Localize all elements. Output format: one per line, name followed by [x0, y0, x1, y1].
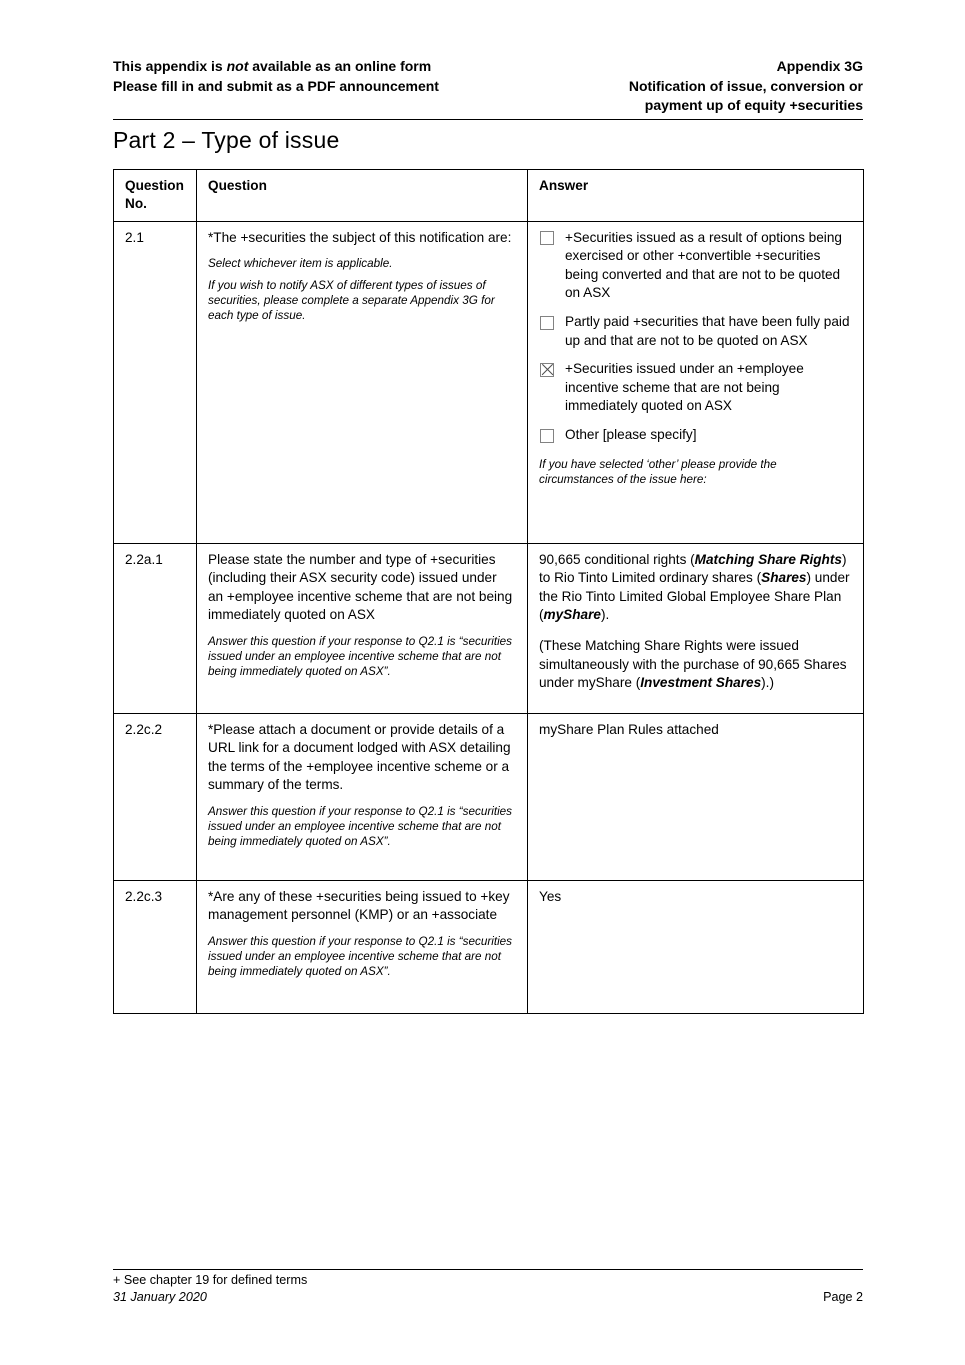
- checkbox-icon[interactable]: [540, 231, 554, 245]
- footer-notes: [113, 1272, 307, 1305]
- footer-defined-terms: + See chapter 19 for defined terms: [113, 1273, 308, 1287]
- question-cell: [197, 713, 528, 880]
- appendix-number: Appendix 3G: [776, 58, 863, 74]
- question-text: *The +securities the subject of this notification are:: [208, 229, 512, 245]
- answer-text: Yes: [539, 888, 562, 904]
- table-row-2-2a-1: [114, 543, 864, 713]
- table-row-2-2c-2: [114, 713, 864, 880]
- question-no-cell: 2.2a.1: [114, 543, 197, 713]
- checkbox-option-converted-securities[interactable]: [539, 229, 851, 303]
- col-header-answer: Answer: [528, 169, 864, 221]
- checkbox-option-employee-incentive-scheme[interactable]: [539, 360, 851, 416]
- question-guidance-note: Select whichever item is applicable.: [208, 257, 393, 271]
- page-footer: [113, 1269, 863, 1305]
- appendix-title-line2: payment up of equity +securities: [644, 97, 863, 113]
- checkbox-checked-icon[interactable]: [540, 363, 554, 377]
- answer-cell: [528, 543, 864, 713]
- header-divider: [113, 119, 863, 120]
- question-no-cell: 2.2c.3: [114, 880, 197, 1013]
- checkbox-label: +Securities issued as a result of options being exercised or other +convertible +securities being converted and that are not to be quoted on ASX: [565, 229, 842, 301]
- checkbox-icon[interactable]: [540, 429, 554, 443]
- header-appendix-title: [629, 57, 863, 116]
- question-text: *Are any of these +securities being issued to +key management personnel (KMP) or an +associate: [208, 888, 510, 923]
- answer-paragraph: (These Matching Share Rights were issued simultaneously with the purchase of 90,665 Shares under myShare (Investment Shares).): [539, 638, 847, 691]
- answer-cell: [528, 880, 864, 1013]
- answer-cell: [528, 221, 864, 543]
- question-no-cell: 2.2c.2: [114, 713, 197, 880]
- footer-page-number: Page 2: [823, 1289, 863, 1304]
- header-note-line1: This appendix is not available as an online form: [113, 58, 432, 74]
- checkbox-icon[interactable]: [540, 316, 554, 330]
- question-text: *Please attach a document or provide details of a URL link for a document lodged with ASX detailing the terms of the +employee incentive scheme or a summary of the terms.: [208, 721, 511, 793]
- checkbox-label: Other [please specify]: [565, 427, 697, 443]
- table-header-row: [114, 169, 864, 221]
- question-cell: [197, 880, 528, 1013]
- table-row-2-1: [114, 221, 864, 543]
- answer-guidance-note: If you have selected ‘other’ please provide the circumstances of the issue here:: [539, 457, 777, 486]
- question-guidance-note: Answer this question if your response to Q2.1 is “securities issued under an employee incentive scheme that are not being immediately quoted on ASX”.: [208, 934, 513, 978]
- checkbox-option-other[interactable]: [539, 426, 851, 445]
- page-header: [113, 0, 863, 116]
- footer-divider: [113, 1269, 863, 1270]
- col-header-question-no: Question No.: [114, 169, 197, 221]
- table-row-2-2c-3: [114, 880, 864, 1013]
- document-page: [113, 0, 863, 1014]
- question-cell: [197, 543, 528, 713]
- appendix-title-line1: Notification of issue, conversion or: [628, 77, 863, 94]
- col-header-question: Question: [197, 169, 528, 221]
- checkbox-option-partly-paid[interactable]: [539, 313, 851, 350]
- checkbox-label: +Securities issued under an +employee incentive scheme that are not being immediately quoted on ASX: [565, 361, 804, 414]
- question-no-cell: 2.1: [114, 221, 197, 543]
- questions-table: [113, 169, 864, 1014]
- checkbox-label: Partly paid +securities that have been fully paid up and that are not to be quoted on ASX: [565, 314, 850, 348]
- question-guidance-note: If you wish to notify ASX of different types of issues of securities, please complete a separate Appendix 3G for each type of issue.: [208, 279, 495, 323]
- question-text: Please state the number and type of +securities (including their ASX security code) issued under an +employee incentive scheme that are not being immediately quoted on ASX: [208, 551, 513, 623]
- question-cell: [197, 221, 528, 543]
- answer-text: myShare Plan Rules attached: [539, 721, 719, 737]
- header-note-line2: Please fill in and submit as a PDF announcement: [113, 77, 439, 94]
- question-guidance-note: Answer this question if your response to Q2.1 is “securities issued under an employee incentive scheme that are not being immediately quoted on ASX”.: [208, 805, 513, 849]
- question-guidance-note: Answer this question if your response to Q2.1 is “securities issued under an employee incentive scheme that are not being immediately quoted on ASX”.: [208, 635, 513, 679]
- page-title: Part 2 – Type of issue: [113, 126, 340, 153]
- answer-paragraph: 90,665 conditional rights (Matching Share Rights) to Rio Tinto Limited ordinary shares (Shares) under the Rio Tinto Limited Global Employee Share Plan (myShare).: [539, 551, 850, 623]
- answer-cell: [528, 713, 864, 880]
- header-submission-note: [113, 57, 439, 116]
- footer-date: 31 January 2020: [113, 1289, 207, 1304]
